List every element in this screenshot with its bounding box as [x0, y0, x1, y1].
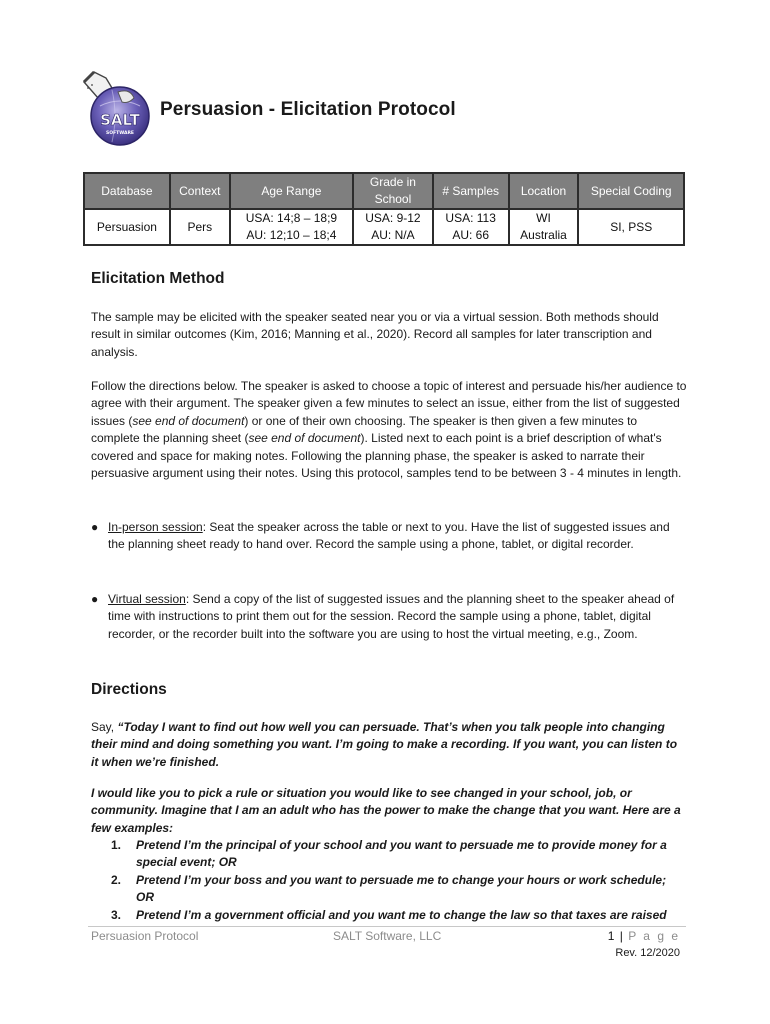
- age-range-au: AU: 12;10 – 18;4: [246, 228, 337, 242]
- list-item: [91, 837, 687, 872]
- logo-text: SALT: [100, 111, 140, 129]
- database-info-table: [83, 172, 685, 246]
- grade-au: AU: N/A: [371, 228, 415, 242]
- bullet-in-person-label: In-person session: [108, 520, 203, 534]
- bullet-virtual: [91, 591, 687, 643]
- examples-list: [91, 837, 687, 924]
- list-number: 3.: [111, 907, 122, 922]
- header-grade: Grade in School: [353, 173, 433, 209]
- cell-context: Pers: [170, 209, 230, 245]
- location-wi: WI: [536, 211, 551, 225]
- paragraph-directions-instructions: I would like you to pick a rule or situation you would like to see changed in your school, job, or community. Imagine that I am an adult who has the power to make the change that you want. Here are a few examples:: [91, 786, 681, 835]
- age-range-usa: USA: 14;8 – 18;9: [245, 211, 338, 225]
- page-title: Persuasion - Elicitation Protocol: [160, 99, 456, 120]
- cell-special-coding: SI, PSS: [578, 209, 684, 245]
- cell-samples: [433, 209, 509, 245]
- p2-italic-2: see end of document: [248, 431, 361, 446]
- page-label: P a g e: [628, 929, 680, 943]
- p2-italic-1: see end of document: [132, 413, 245, 428]
- bullet-dot-icon: ●: [91, 592, 99, 606]
- header-special-coding: Special Coding: [578, 173, 684, 209]
- salt-logo: [78, 68, 152, 148]
- bullet-in-person-text: : Seat the speaker across the table or next to you. Have the list of suggested issues and the planning sheet ready to hand over. Record the sample using a phone, tablet, or digital recorder.: [108, 520, 670, 552]
- list-number: 1.: [111, 838, 122, 852]
- bullet-virtual-text: : Send a copy of the list of suggested issues and the planning sheet to the speaker ahead of time with instructions to print them out for the session. Record the sample using a phone, tablet, digital recorder, or the recorder built into the software you are using to host the virtual meeting, e.g., Zoom.: [108, 592, 675, 641]
- cell-location: [509, 209, 579, 245]
- revision-date: Rev. 12/2020: [615, 947, 680, 959]
- paragraph-directions-say: [91, 719, 687, 771]
- cell-grade: [353, 209, 433, 245]
- section-heading-directions: Directions: [91, 681, 167, 698]
- footer-center: SALT Software, LLC: [333, 929, 442, 943]
- footer-left: Persuasion Protocol: [91, 929, 199, 943]
- list-item: [91, 872, 687, 907]
- p2-text-c: ). Listed next to each point is a brief description of what's covered and space for making notes. Following the planning phase, the speaker is asked to narrate their persuasive argument using their notes. Using this protocol, samples tend to be between 3 - 4 minutes in length.: [91, 431, 682, 481]
- paragraph-elicitation-intro: The sample may be elicited with the speaker seated near you or via a virtual session. Both methods should result in similar outcomes (Kim, 2016; Manning et al., 2020). Record all samples for later transcription and analysis.: [91, 310, 659, 359]
- section-heading-elicitation: Elicitation Method: [91, 270, 225, 287]
- list-item-text: Pretend I’m your boss and you want to persuade me to change your hours or work schedule; OR: [136, 872, 667, 905]
- table-header-row: [84, 173, 684, 209]
- bullet-in-person: [91, 519, 687, 554]
- logo-subtext: SOFTWARE: [106, 131, 134, 136]
- list-item-text: Pretend I’m a government official and you want me to change the law so that taxes are raised: [136, 907, 667, 922]
- say-quote: “Today I want to find out how well you can persuade. That’s when you talk people into changing their mind and doing something you want. I’m going to make a recording. If you want, you can listen to it when we’re finished.: [91, 720, 678, 769]
- footer-page-number: [608, 929, 680, 943]
- location-australia: Australia: [520, 228, 567, 242]
- table-row: [84, 209, 684, 245]
- cell-database: Persuasion: [84, 209, 170, 245]
- samples-usa: USA: 113: [445, 211, 496, 225]
- page-separator: |: [619, 929, 623, 943]
- grade-usa: USA: 9-12: [365, 211, 421, 225]
- footer-divider: [88, 926, 686, 927]
- list-item-text: Pretend I’m the principal of your school and you want to persuade me to provide money for a special event; OR: [136, 838, 667, 870]
- bullet-dot-icon: ●: [91, 520, 99, 534]
- bullet-virtual-label: Virtual session: [108, 592, 186, 606]
- header-samples: # Samples: [433, 173, 509, 209]
- cell-age-range: [230, 209, 353, 245]
- p2-text-b: ) or one of their own choosing. The speaker is then given a few minutes to complete the planning sheet (: [91, 413, 638, 446]
- header-location: Location: [509, 173, 579, 209]
- page-number: 1: [607, 929, 615, 943]
- list-item: [91, 907, 687, 924]
- paragraph-elicitation-directions: [91, 378, 687, 482]
- list-number: 2.: [111, 872, 122, 887]
- p2-text-a: Follow the directions below. The speaker is asked to choose a topic of interest and persuade his/her audience to agree with their argument. The speaker given a few minutes to select an issue, either from the list of suggested issues (: [91, 379, 687, 428]
- header-database: Database: [84, 173, 170, 209]
- header-context: Context: [170, 173, 230, 209]
- samples-au: AU: 66: [452, 228, 490, 242]
- say-label: Say,: [91, 720, 118, 734]
- header-age-range: Age Range: [230, 173, 353, 209]
